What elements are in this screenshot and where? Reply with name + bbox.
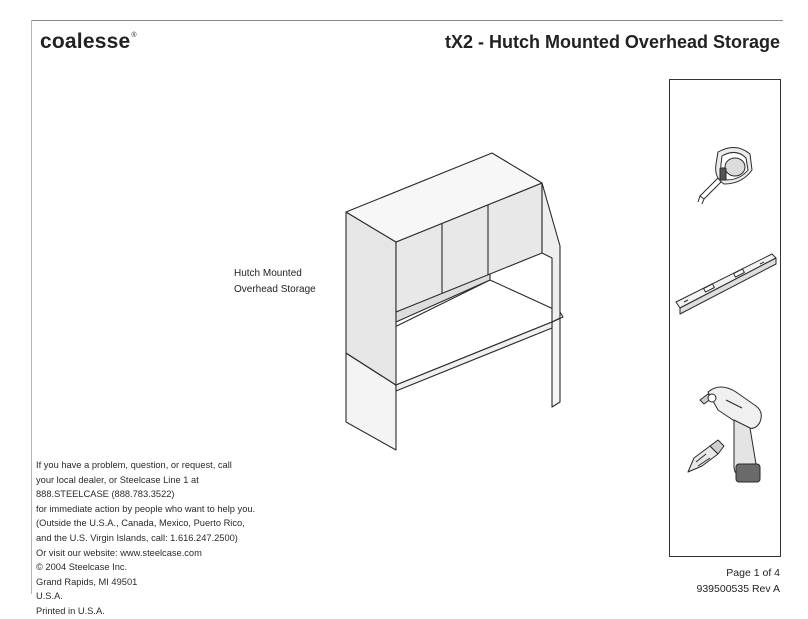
brand-logo: [40, 30, 137, 54]
contact-line: (Outside the U.S.A., Canada, Mexico, Puerto Rico,: [36, 518, 245, 529]
registered-mark: ®: [131, 32, 137, 39]
contact-info: [36, 458, 255, 619]
page-number: Page 1 of 4: [726, 567, 780, 579]
contact-line: for immediate action by people who want to help you.: [36, 503, 256, 514]
contact-line: If you have a problem, question, or request, call: [36, 460, 232, 470]
header-rule: [31, 20, 783, 21]
contact-line: Printed in U.S.A.: [36, 605, 105, 616]
contact-line: Or visit our website: www.steelcase.com: [36, 547, 202, 558]
hutch-desk-illustration: [330, 150, 580, 450]
tape-measure-icon: [694, 140, 756, 206]
contact-line: © 2004 Steelcase Inc.: [36, 562, 128, 573]
contact-line: your local dealer, or Steelcase Line 1 at: [36, 474, 199, 485]
part-number: 939500535 Rev A: [696, 583, 780, 595]
contact-line: 888.STEELCASE (888.783.3522): [36, 489, 175, 500]
product-label-line-2: Overhead Storage: [234, 284, 316, 295]
level-icon: [674, 250, 778, 314]
contact-line: Grand Rapids, MI 49501: [36, 576, 138, 587]
contact-line: and the U.S. Virgin Islands, call: 1.616.247.2500): [36, 532, 238, 543]
product-label-line-1: Hutch Mounted: [234, 268, 302, 279]
margin-rule: [31, 20, 32, 594]
drill-bit-icon: [684, 436, 728, 476]
page-footer: [697, 565, 781, 597]
product-label: [234, 266, 316, 298]
contact-line: U.S.A.: [36, 591, 63, 602]
document-title: tX2 - Hutch Mounted Overhead Storage: [444, 32, 780, 52]
brand-name: coalesse: [40, 30, 131, 53]
